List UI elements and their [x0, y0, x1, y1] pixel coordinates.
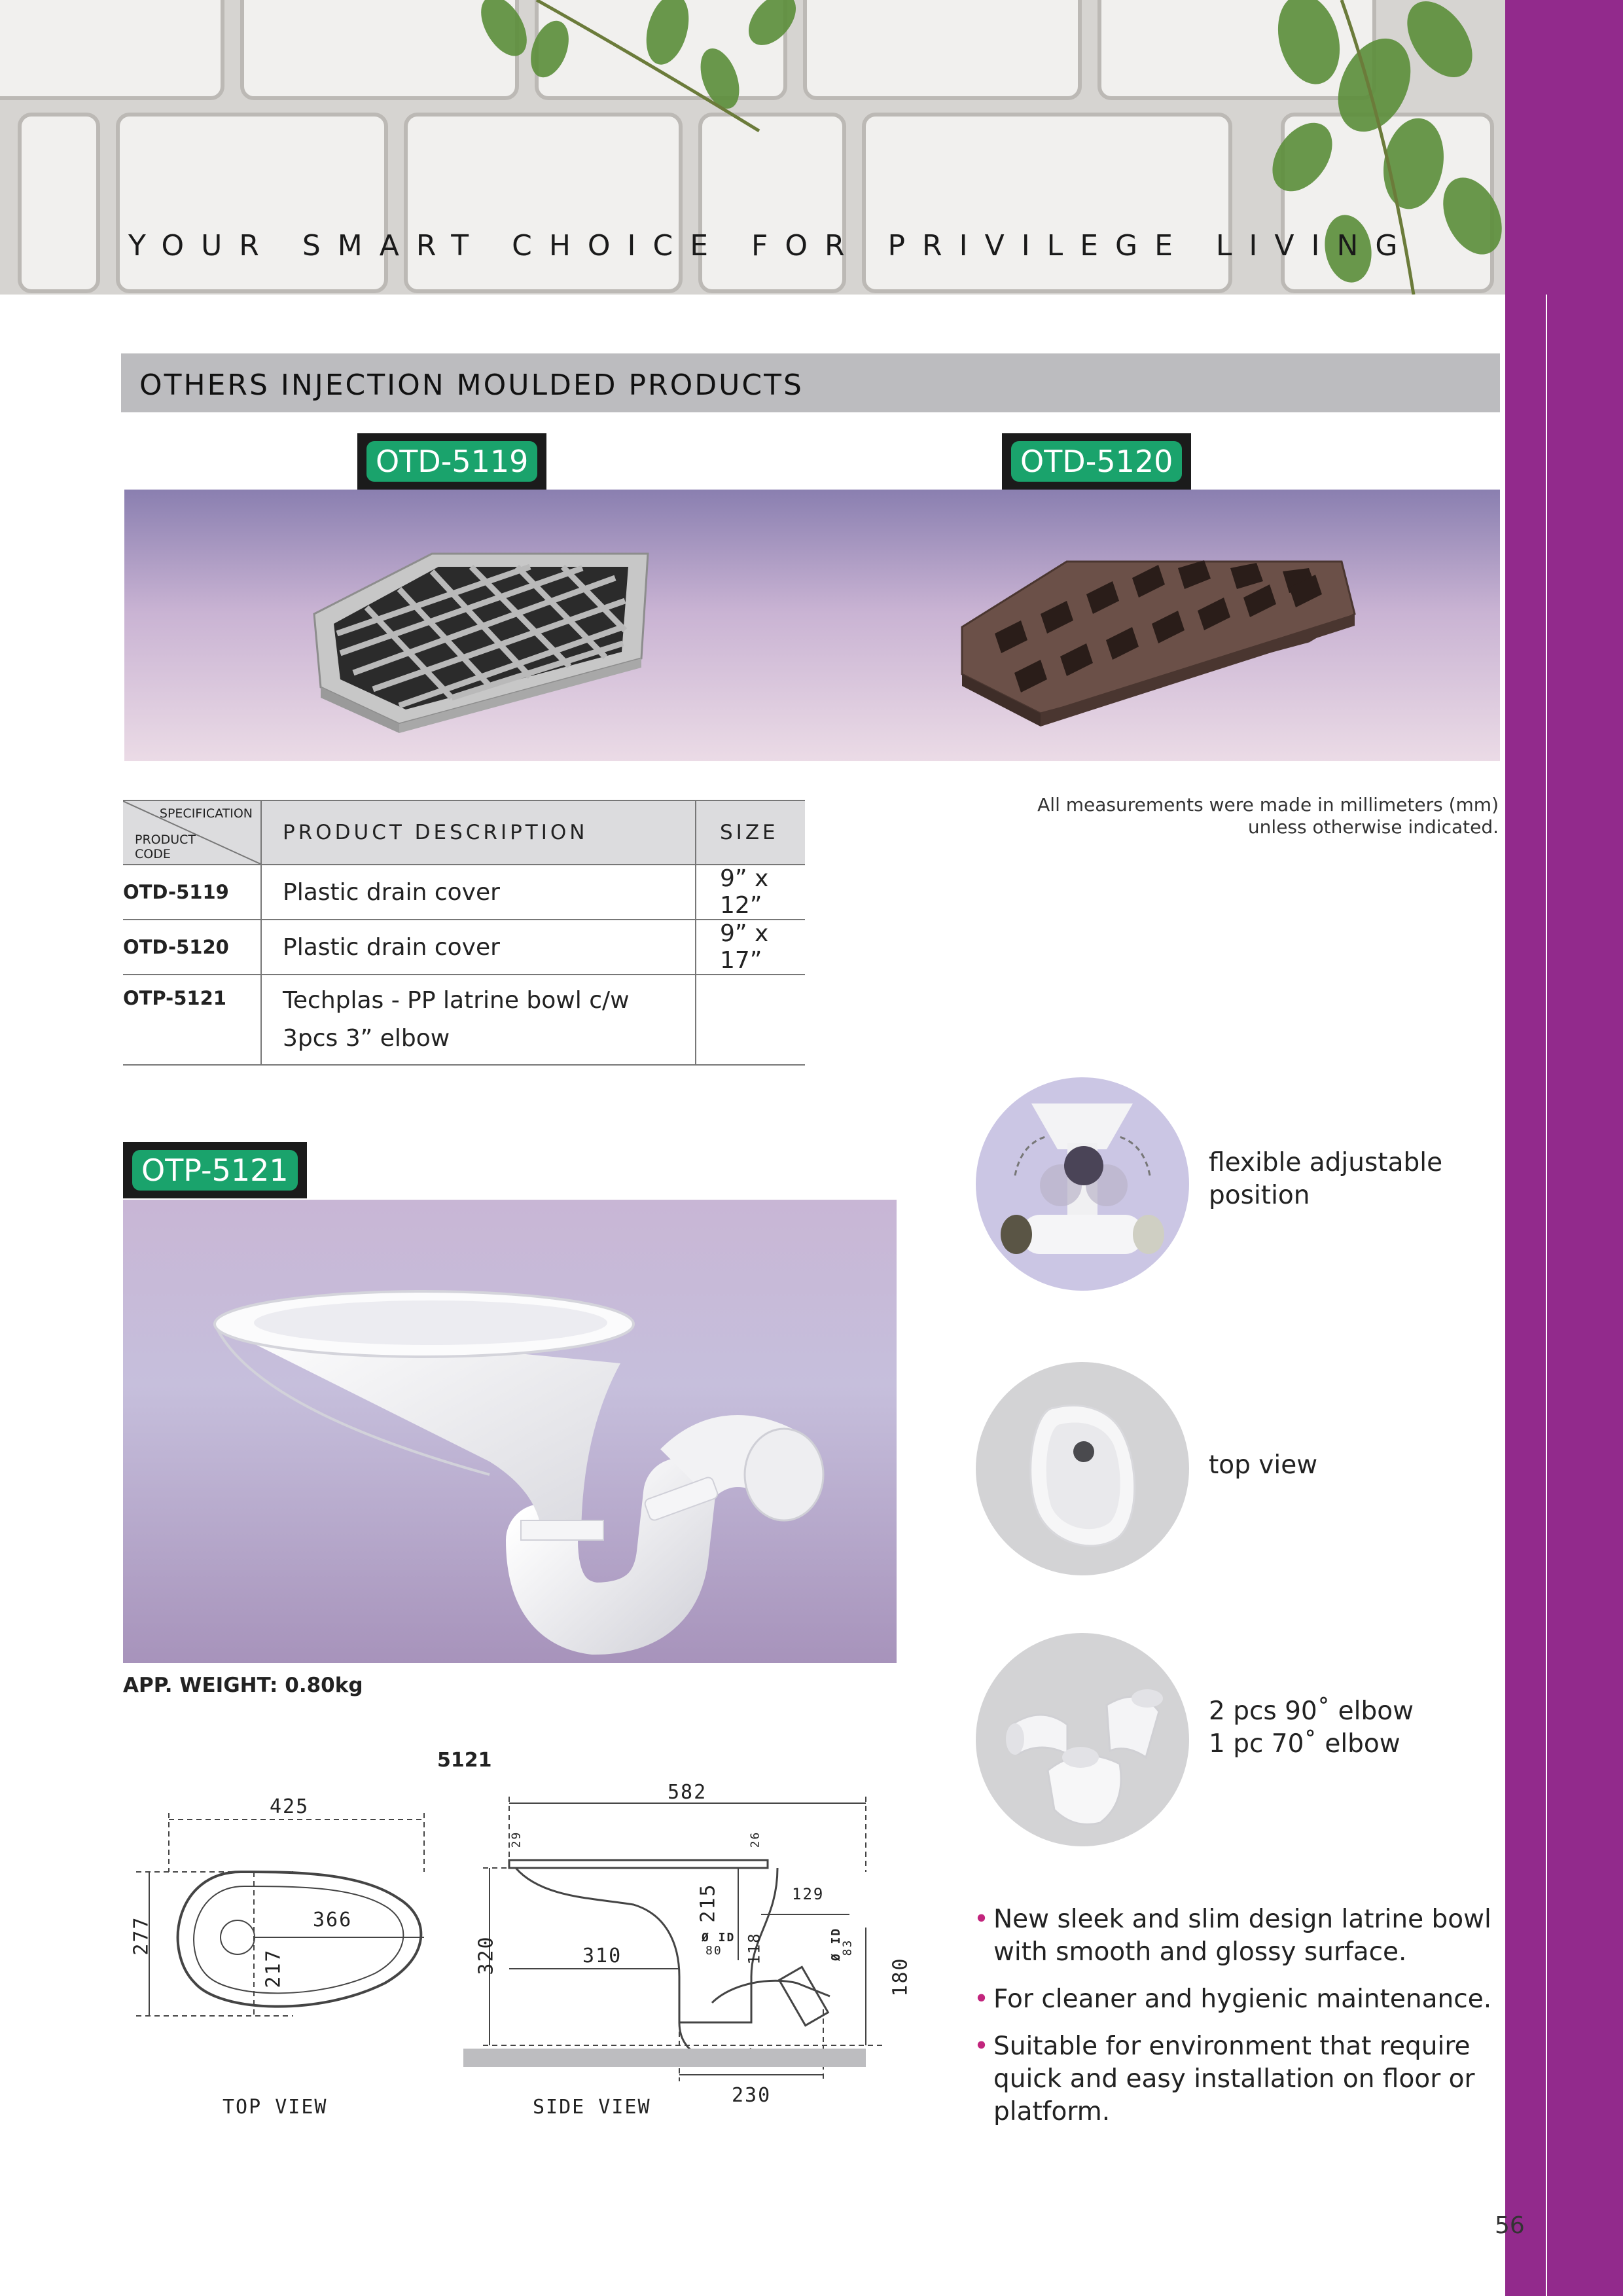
dim-side-width: 582 — [668, 1781, 707, 1804]
product-tag-otd-5120 — [1002, 433, 1191, 490]
side-view-caption: SIDE VIEW — [533, 2096, 651, 2119]
row-code: OTD-5119 — [123, 865, 261, 920]
latrine-bowl-image — [123, 1200, 897, 1663]
elbows-icon — [976, 1633, 1189, 1846]
row-description-line2: 3pcs 3” elbow — [283, 1025, 450, 1052]
flexible-position-icon — [976, 1077, 1189, 1291]
feature-label-line1: top view — [1209, 1450, 1318, 1480]
dim-side-base: 230 — [732, 2084, 772, 2107]
dim-side-right: 180 — [889, 1957, 912, 1997]
floor-line — [463, 2049, 866, 2067]
feature-label-line1: 2 pcs 90˚ elbow — [1209, 1696, 1414, 1726]
dim-rim-right: 26 — [748, 1831, 762, 1848]
approx-weight: APP. WEIGHT: 0.80kg — [123, 1674, 363, 1697]
drain-cover-grey-image — [314, 554, 648, 733]
table-row — [123, 975, 805, 1065]
latrine-bowl-photo-panel — [123, 1200, 897, 1663]
table-row — [123, 920, 805, 975]
drain-covers-image — [124, 490, 1500, 761]
feature-label-line2: 1 pc 70˚ elbow — [1209, 1729, 1400, 1759]
top-view-caption: TOP VIEW — [223, 2096, 328, 2119]
header-code-label: PRODUCT CODE — [135, 833, 196, 861]
drain-cover-photo-panel — [124, 490, 1500, 761]
dim-id-83-value: 83 — [840, 1939, 855, 1956]
feature-top-view-label — [1209, 1449, 1317, 1482]
feature-label-line1: flexible adjustable — [1209, 1148, 1443, 1177]
drawing-model-number: 5121 — [437, 1749, 492, 1772]
row-description-line1: Techplas - PP latrine bowl c/w — [283, 987, 630, 1014]
row-size — [696, 975, 805, 1065]
bullet-item: • New sleek and slim design latrine bowl with smooth and glossy surface. — [974, 1903, 1497, 1969]
table-header-row — [123, 800, 805, 865]
dim-side-height: 320 — [474, 1935, 498, 1975]
note-line1: All measurements were made in millimeters (mm) — [1037, 794, 1499, 816]
feature-elbow-label — [1209, 1695, 1414, 1761]
dim-side-outlet: 129 — [792, 1885, 825, 1903]
dim-id-80-value: 80 — [705, 1944, 722, 1958]
bullet-item: • For cleaner and hygienic maintenance. — [974, 1983, 1497, 2016]
row-size: 9” x 17” — [696, 920, 805, 975]
dim-id-80-label: Ø ID — [702, 1931, 736, 1945]
product-code: OTD-5119 — [366, 441, 537, 482]
feature-bullet-list — [974, 1903, 1497, 2143]
note-line2: unless otherwise indicated. — [1247, 816, 1499, 838]
header-banner — [0, 0, 1505, 295]
row-description: Plastic drain cover — [261, 920, 696, 975]
row-code: OTP-5121 — [123, 975, 261, 1065]
table-header-description: PRODUCT DESCRIPTION — [261, 800, 696, 865]
dim-side-trap: 118 — [745, 1932, 764, 1965]
dim-top-offset: 217 — [262, 1948, 285, 1988]
product-tag-otp-5121 — [123, 1142, 307, 1198]
dim-top-width: 425 — [270, 1795, 310, 1818]
header-spec-label: SPECIFICATION — [159, 806, 253, 821]
feature-top-view-image — [976, 1362, 1189, 1575]
row-description — [261, 975, 696, 1065]
dim-rim-left: 29 — [509, 1831, 524, 1848]
page-number: 56 — [1495, 2212, 1525, 2239]
product-code: OTD-5120 — [1011, 441, 1182, 482]
side-bar-divider — [1546, 295, 1547, 2296]
product-code: OTP-5121 — [132, 1150, 298, 1191]
product-tag-otd-5119 — [357, 433, 546, 490]
table-row — [123, 865, 805, 920]
row-code: OTD-5120 — [123, 920, 261, 975]
row-description: Plastic drain cover — [261, 865, 696, 920]
feature-elbow-image — [976, 1633, 1189, 1846]
dim-top-height: 277 — [130, 1916, 153, 1956]
feature-flexible-label — [1209, 1147, 1442, 1212]
bullet-item: • Suitable for environment that require quick and easy installation on floor or platform. — [974, 2030, 1497, 2128]
dim-side-inner: 310 — [582, 1945, 622, 1967]
dim-top-length: 366 — [313, 1909, 353, 1931]
dim-id-83-label: Ø ID — [829, 1927, 844, 1962]
dim-side-depth: 215 — [696, 1883, 720, 1923]
row-size: 9” x 12” — [696, 865, 805, 920]
feature-flexible-image — [976, 1077, 1189, 1291]
section-title: OTHERS INJECTION MOULDED PRODUCTS — [139, 368, 804, 402]
bowl-top-view-icon — [976, 1362, 1189, 1575]
drain-cover-brown-image — [962, 560, 1355, 726]
feature-label-line2: position — [1209, 1181, 1310, 1210]
specification-table — [123, 800, 805, 1066]
measurement-note — [982, 794, 1499, 838]
side-accent-bar — [1505, 0, 1623, 2296]
table-header-size: SIZE — [696, 800, 805, 865]
table-header-spec-code — [123, 800, 261, 865]
tagline: YOUR SMART CHOICE FOR PRIVILEGE LIVING — [128, 229, 1415, 262]
